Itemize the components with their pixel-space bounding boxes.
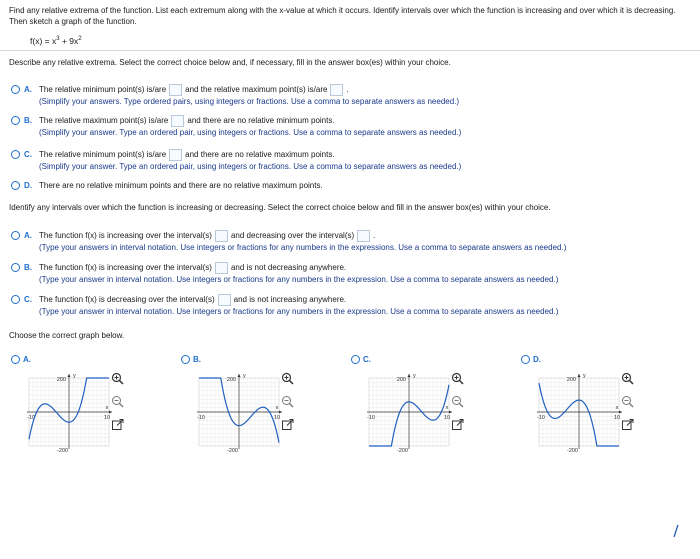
axis-label-ymax: 200 [566,377,576,383]
hint-text: (Type your answer in interval notation. Use integers or fractions for any numbers in the expression. Use a comma to separate answers as needed.) [39,307,559,316]
graph-a [17,370,117,454]
axis-label-ylabel: y [243,373,246,379]
radio-button[interactable] [11,85,20,94]
axis-label-ylabel: y [73,373,76,379]
axis-label-ylabel: y [583,373,586,379]
y-axis-arrow [408,374,411,377]
axis-label-ymin: -200 [56,448,68,454]
radio-button[interactable] [351,355,360,364]
answer-box-increasing[interactable] [215,262,228,274]
cursor-mark-icon [672,524,680,538]
axis-label-xmin: -10 [27,415,35,421]
axis-label-ymax: 200 [226,377,236,383]
axis-label-xmin: -10 [367,415,375,421]
open-window-icon[interactable] [281,418,294,431]
open-window-icon[interactable] [621,418,634,431]
radio-button[interactable] [11,181,20,190]
graph-tools-d [621,372,635,441]
instructions: Find any relative extrema of the function. List each extremum along with the x-value at which it occurs. Identify intervals over which the function is increasing and over which it is decreasing. Then sketch a graph of the function. [9,6,676,26]
axis-label-xlabel: x [275,405,279,411]
axis-label-xmax: 10 [273,415,281,421]
radio-button[interactable] [11,295,20,304]
zoom-out-icon[interactable] [281,395,294,408]
answer-box-min[interactable] [169,84,182,96]
radio-button[interactable] [521,355,530,364]
answer-box-decreasing[interactable] [218,294,231,306]
zoom-in-icon[interactable] [111,372,124,385]
axis-label-ymin: -200 [566,448,578,454]
axis-label-xlabel: x [445,405,449,411]
zoom-in-icon[interactable] [621,372,634,385]
axis-label-ymax: 200 [56,377,66,383]
divider [0,50,700,51]
question-extrema: Describe any relative extrema. Select the correct choice below and, if necessary, fill in the answer box(es) within your choice. [9,58,451,67]
answer-box-max[interactable] [171,115,184,127]
question-intervals: Identify any intervals over which the function is increasing or decreasing. Select the correct choice below and fill in the answer box(es) within your choice. [9,203,551,212]
graph-c [357,370,457,454]
answer-box-increasing[interactable] [215,230,228,242]
question-graph: Choose the correct graph below. [9,331,125,340]
graph-b [187,370,287,454]
zoom-in-icon[interactable] [451,372,464,385]
hint-text: (Simplify your answer. Type an ordered pair, using integers or fractions. Use a comma to separate answers as needed.) [39,162,462,171]
answer-box-decreasing[interactable] [357,230,370,242]
y-axis-arrow [238,374,241,377]
open-window-icon[interactable] [111,418,124,431]
zoom-in-icon[interactable] [281,372,294,385]
radio-button[interactable] [11,355,20,364]
zoom-out-icon[interactable] [621,395,634,408]
function-definition: $f(x) = x^3 + 9x^2$ [30,36,82,46]
radio-button[interactable] [181,355,190,364]
y-axis-arrow [68,374,71,377]
radio-button[interactable] [11,116,20,125]
axis-label-ylabel: y [413,373,416,379]
answer-box-min[interactable] [169,149,182,161]
axis-label-xmin: -10 [197,415,205,421]
hint-text: (Simplify your answers. Type ordered pairs, using integers or fractions. Use a comma to separate answers as needed.) [39,97,460,106]
axis-label-ymin: -200 [226,448,238,454]
radio-button[interactable] [11,263,20,272]
hint-text: (Type your answer in interval notation. Use integers or fractions for any numbers in the expression. Use a comma to separate answers as needed.) [39,275,559,284]
zoom-out-icon[interactable] [451,395,464,408]
open-window-icon[interactable] [451,418,464,431]
graph-tools-b [281,372,295,441]
hint-text: (Simplify your answer. Type an ordered pair, using integers or fractions. Use a comma to separate answers as needed.) [39,128,462,137]
radio-button[interactable] [11,150,20,159]
graph-tools-c [451,372,465,441]
graph-d [527,370,627,454]
radio-button[interactable] [11,231,20,240]
axis-label-xlabel: x [105,405,109,411]
graph-tools-a [111,372,125,441]
axis-label-xmax: 10 [443,415,451,421]
axis-label-xmin: -10 [537,415,545,421]
axis-label-ymax: 200 [396,377,406,383]
axis-label-xlabel: x [615,405,619,411]
hint-text: (Type your answers in interval notation. Use integers or fractions for any numbers in the expressions. Use a comma to separate answers as needed.) [39,243,567,252]
answer-box-max[interactable] [330,84,343,96]
y-axis-arrow [578,374,581,377]
axis-label-ymin: -200 [396,448,408,454]
zoom-out-icon[interactable] [111,395,124,408]
axis-label-xmax: 10 [613,415,621,421]
axis-label-xmax: 10 [103,415,111,421]
